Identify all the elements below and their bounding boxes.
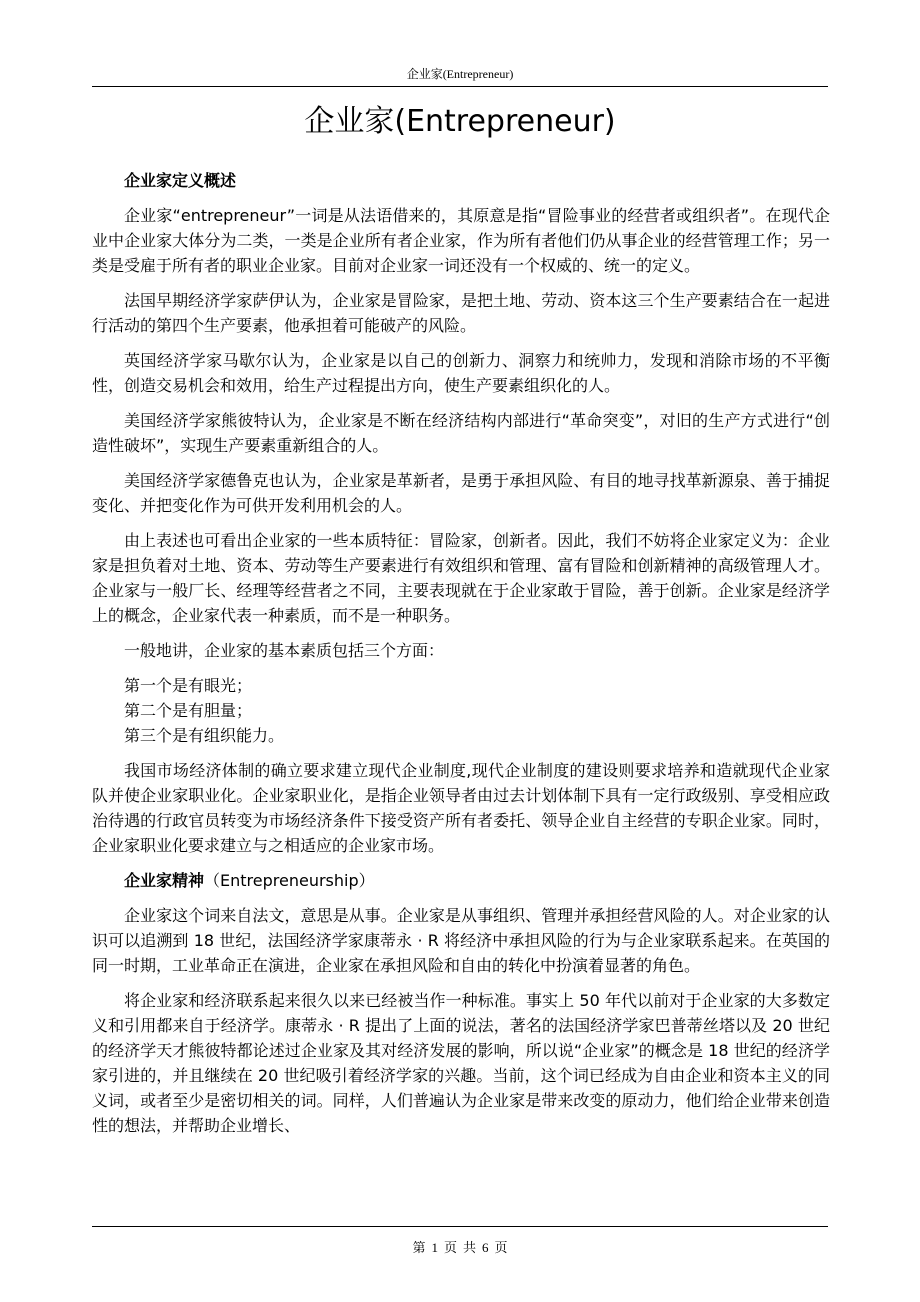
- section-heading-spirit-zh: 企业家精神: [124, 871, 205, 890]
- list-item: 第二个是有胆量；: [124, 701, 253, 720]
- paragraph: 美国经济学家熊彼特认为，企业家是不断在经济结构内部进行“革命突变”，对旧的生产方式进行“创造性破坏”，实现生产要素重新组合的人。: [92, 411, 830, 455]
- footer-di: 第: [412, 1240, 426, 1255]
- footer-divider: [92, 1226, 828, 1227]
- paragraph: 一般地讲，企业家的基本素质包括三个方面：: [124, 641, 445, 660]
- qualities-list: [92, 673, 830, 748]
- page-number: 1: [431, 1240, 438, 1255]
- total-pages: 6: [482, 1240, 489, 1255]
- list-item: 第三个是有组织能力。: [124, 726, 285, 745]
- footer-ye2: 页: [494, 1240, 508, 1255]
- header-divider: [92, 86, 828, 87]
- paragraph: 英国经济学家马歇尔认为，企业家是以自己的创新力、洞察力和统帅力，发现和消除市场的不平衡性，创造交易机会和效用，给生产过程提出方向，使生产要素组织化的人。: [92, 351, 830, 395]
- footer-gong: 共: [463, 1240, 477, 1255]
- paragraph: 美国经济学家德鲁克也认为，企业家是革新者，是勇于承担风险、有目的地寻找革新源泉、善于捕捉变化、并把变化作为可供开发利用机会的人。: [92, 471, 830, 515]
- paragraph: 由上表述也可看出企业家的一些本质特征：冒险家，创新者。因此，我们不妨将企业家定义为：企业家是担负着对土地、资本、劳动等生产要素进行有效组织和管理、富有冒险和创新精神的高级管理人才。企业家与一般厂长、经理等经营者之不同，主要表现就在于企业家敢于冒险，善于创新。企业家是经济学上的概念，企业家代表一种素质，而不是一种职务。: [92, 531, 830, 625]
- paragraph: 我国市场经济体制的确立要求建立现代企业制度,现代企业制度的建设则要求培养和造就现代企业家队并使企业家职业化。企业家职业化，是指企业领导者由过去计划体制下具有一定行政级别、享受相应政治待遇的行政官员转变为市场经济条件下接受资产所有者委托、领导企业自主经营的专职企业家。同时，企业家职业化要求建立与之相适应的企业家市场。: [92, 761, 830, 855]
- list-item: 第一个是有眼光；: [124, 676, 253, 695]
- page-footer: [92, 1239, 828, 1257]
- document-body: [92, 168, 830, 1148]
- running-header: 企业家(Entrepreneur): [406, 67, 514, 81]
- paragraph: 企业家这个词来自法文，意思是从事。企业家是从事组织、管理并承担经营风险的人。对企业家的认识可以追溯到 18 世纪，法国经济学家康蒂永 · R 将经济中承担风险的行为与企业家联系起来。在英国的同一时期，工业革命正在演进，企业家在承担风险和自由的转化中扮演着显著的角色。: [92, 906, 830, 975]
- footer-ye: 页: [443, 1240, 457, 1255]
- paragraph: 企业家“entrepreneur”一词是从法语借来的，其原意是指“冒险事业的经营者或组织者”。在现代企业中企业家大体分为二类，一类是企业所有者企业家，作为所有者他们仍从事企业的经营管理工作；另一类是受雇于所有者的职业企业家。目前对企业家一词还没有一个权威的、统一的定义。: [92, 206, 830, 275]
- document-title: 企业家(Entrepreneur): [304, 104, 616, 139]
- paragraph: 法国早期经济学家萨伊认为，企业家是冒险家，是把土地、劳动、资本这三个生产要素结合在一起进行活动的第四个生产要素，他承担着可能破产的风险。: [92, 291, 830, 335]
- section-heading-definition: 企业家定义概述: [124, 171, 237, 190]
- paragraph: 将企业家和经济联系起来很久以来已经被当作一种标准。事实上 50 年代以前对于企业家的大多数定义和引用都来自于经济学。康蒂永 · R 提出了上面的说法，著名的法国经济学家巴普蒂丝塔以及 20 世纪的经济学天才熊彼特都论述过企业家及其对经济发展的影响，所以说“企业家”的概念是 18 世纪的经济学家引进的，并且继续在 20 世纪吸引着经济学家的兴趣。当前，这个词已经成为自由企业和资本主义的同义词，或者至少是密切相关的词。同样，人们普遍认为企业家是带来改变的原动力，他们给企业带来创造性的想法，并帮助企业增长、: [92, 991, 830, 1135]
- section-heading-spirit: [92, 868, 830, 893]
- section-heading-spirit-en: （Entrepreneurship）: [204, 871, 375, 890]
